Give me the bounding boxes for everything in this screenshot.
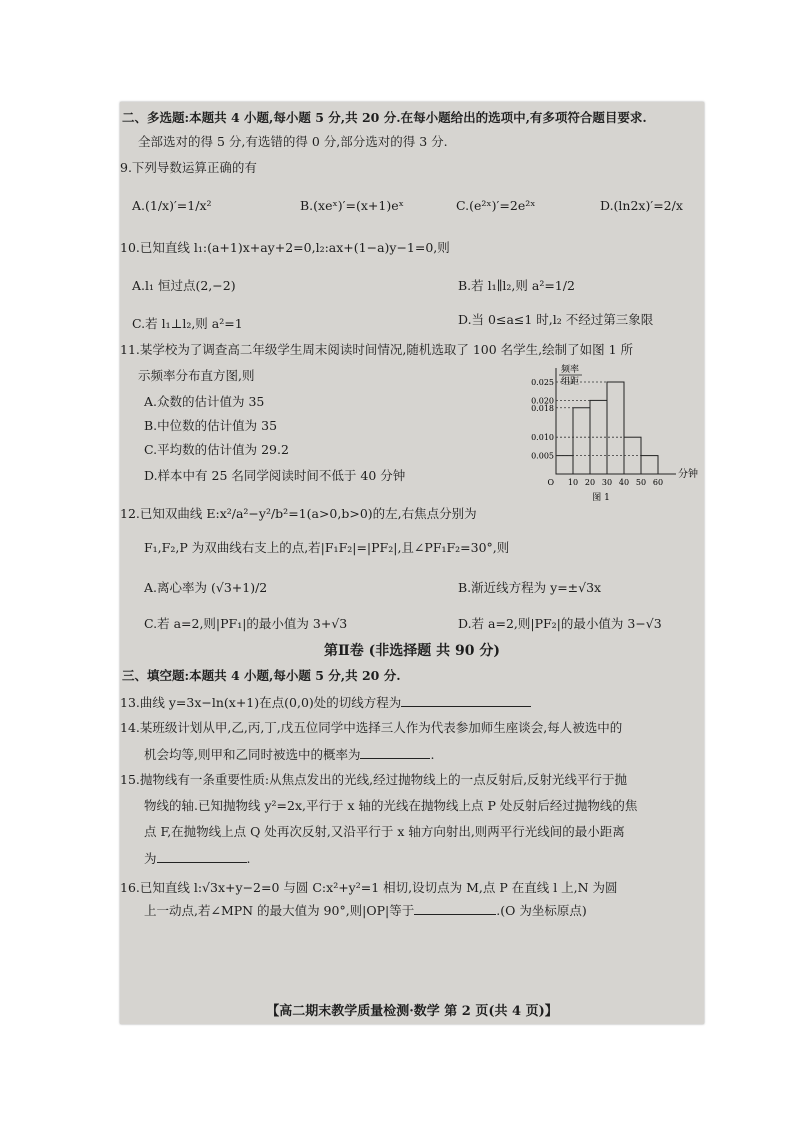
q16-line1: 16.已知直线 l:√3x+y−2=0 与圆 C:x²+y²=1 相切,设切点为 M,点 P 在直线 l 上,N 为圆 [120, 880, 618, 895]
x-tick-label: 30 [601, 478, 613, 487]
q12-stem: 12.已知双曲线 E:x²/a²−y²/b²=1(a>0,b>0)的左,右焦点分别为 [120, 506, 477, 521]
q15-line2: 物线的轴.已知抛物线 y²=2x,平行于 x 轴的光线在抛物线上点 P 处反射后经过抛物线的焦 [144, 798, 638, 813]
q11-option-d: D.样本中有 25 名同学阅读时间不低于 40 分钟 [144, 468, 406, 483]
q11-option-c: C.平均数的估计值为 29.2 [144, 442, 289, 457]
q13-answer-blank[interactable] [401, 694, 531, 707]
q12-option-c: C.若 a=2,则|PF₁|的最小值为 3+√3 [144, 616, 348, 631]
q11-option-b: B.中位数的估计值为 35 [144, 418, 278, 433]
section2-heading: 二、多选题:本题共 4 小题,每小题 5 分,共 20 分.在每小题给出的选项中,有多项符合题目要求. [122, 110, 647, 125]
q13-text: 13.曲线 y=3x−ln(x+1)在点(0,0)处的切线方程为 [120, 694, 531, 711]
q15-answer-blank[interactable] [157, 850, 247, 863]
histogram-bar [607, 382, 624, 474]
q14-line2: 机会均等,则甲和乙同时被选中的概率为 . [144, 747, 435, 762]
q15-line1: 15.抛物线有一条重要性质:从焦点发出的光线,经过抛物线上的一点反射后,反射光线平行于抛 [120, 772, 628, 787]
q9-option-b: B.(xeˣ)′=(x+1)eˣ [300, 198, 404, 213]
q9-option-a: A.(1/x)′=1/x² [132, 198, 212, 213]
chart-caption: 图 1 [592, 493, 610, 503]
y-tick-label: 0.010 [531, 433, 554, 443]
x-axis-label: 分钟 [678, 469, 698, 480]
q10-stem: 10.已知直线 l₁:(a+1)x+ay+2=0,l₂:ax+(1−a)y−1=0,则 [120, 240, 450, 255]
origin-label: O [547, 478, 554, 487]
q10-option-d: D.当 0≤a≤1 时,l₂ 不经过第三象限 [458, 312, 654, 327]
q14-line1: 14.某班级计划从甲,乙,丙,丁,戊五位同学中选择三人作为代表参加师生座谈会,每人被选中的 [120, 720, 623, 735]
q12-stem-line2: F₁,F₂,P 为双曲线右支上的点,若|F₁F₂|=|PF₂|,且∠PF₁F₂=30°,则 [144, 540, 510, 555]
x-tick-label: 50 [635, 478, 647, 487]
q15-line4: 为 . [144, 851, 251, 866]
section3-heading: 三、填空题:本题共 4 小题,每小题 5 分,共 20 分. [122, 668, 401, 683]
x-tick-label: 60 [652, 478, 664, 487]
histogram-bar [573, 408, 590, 474]
q12-option-a: A.离心率为 (√3+1)/2 [144, 580, 268, 595]
q9-option-d: D.(ln2x)′=2/x [600, 198, 683, 213]
q15-line3: 点 F,在抛物线上点 Q 处再次反射,又沿平行于 x 轴方向射出,则两平行光线间的最小距离 [144, 824, 625, 839]
q12-option-d: D.若 a=2,则|PF₂|的最小值为 3−√3 [458, 616, 662, 631]
y-tick-label: 0.025 [531, 378, 554, 387]
q9-stem: 9.下列导数运算正确的有 [120, 160, 257, 175]
q10-option-c: C.若 l₁⊥l₂,则 a²=1 [132, 316, 243, 331]
x-tick-label: 20 [584, 478, 596, 487]
y-axis-label-bottom: 组距 [560, 377, 580, 387]
y-tick-label: 0.020 [531, 396, 554, 406]
q10-option-b: B.若 l₁∥l₂,则 a²=1/2 [458, 278, 575, 293]
x-tick-label: 10 [567, 478, 579, 487]
q10-option-a: A.l₁ 恒过点(2,−2) [132, 278, 236, 293]
q11-stem-line2: 示频率分布直方图,则 [138, 368, 255, 383]
y-tick-label: 0.018 [531, 403, 554, 413]
q12-option-b: B.渐近线方程为 y=±√3x [458, 580, 602, 595]
part2-title: 第Ⅱ卷 (非选择题 共 90 分) [323, 643, 501, 659]
histogram-bar [556, 456, 573, 474]
q14-answer-blank[interactable] [360, 746, 430, 759]
q16-answer-blank[interactable] [414, 902, 496, 915]
q16-line2: 上一动点,若∠MPN 的最大值为 90°,则|OP|等于 .(O 为坐标原点) [144, 903, 587, 918]
x-tick-label: 40 [618, 478, 630, 487]
q11-option-a: A.众数的估计值为 35 [144, 394, 265, 409]
q11-stem: 11.某学校为了调查高二年级学生周末阅读时间情况,随机选取了 100 名学生,绘制了如图 1 所 [120, 342, 634, 357]
frequency-histogram [508, 364, 698, 504]
histogram-bar [641, 456, 658, 474]
y-tick-label: 0.005 [531, 451, 554, 461]
q9-option-c: C.(e²ˣ)′=2e²ˣ [456, 198, 536, 213]
y-axis-label-top: 频率 [560, 365, 580, 375]
page-footer: 【高二期末教学质量检测·数学 第 2 页(共 4 页)】 [266, 1004, 558, 1019]
exam-page [120, 102, 704, 1024]
section2-heading-line2: 全部选对的得 5 分,有选错的得 0 分,部分选对的得 3 分. [138, 134, 448, 149]
